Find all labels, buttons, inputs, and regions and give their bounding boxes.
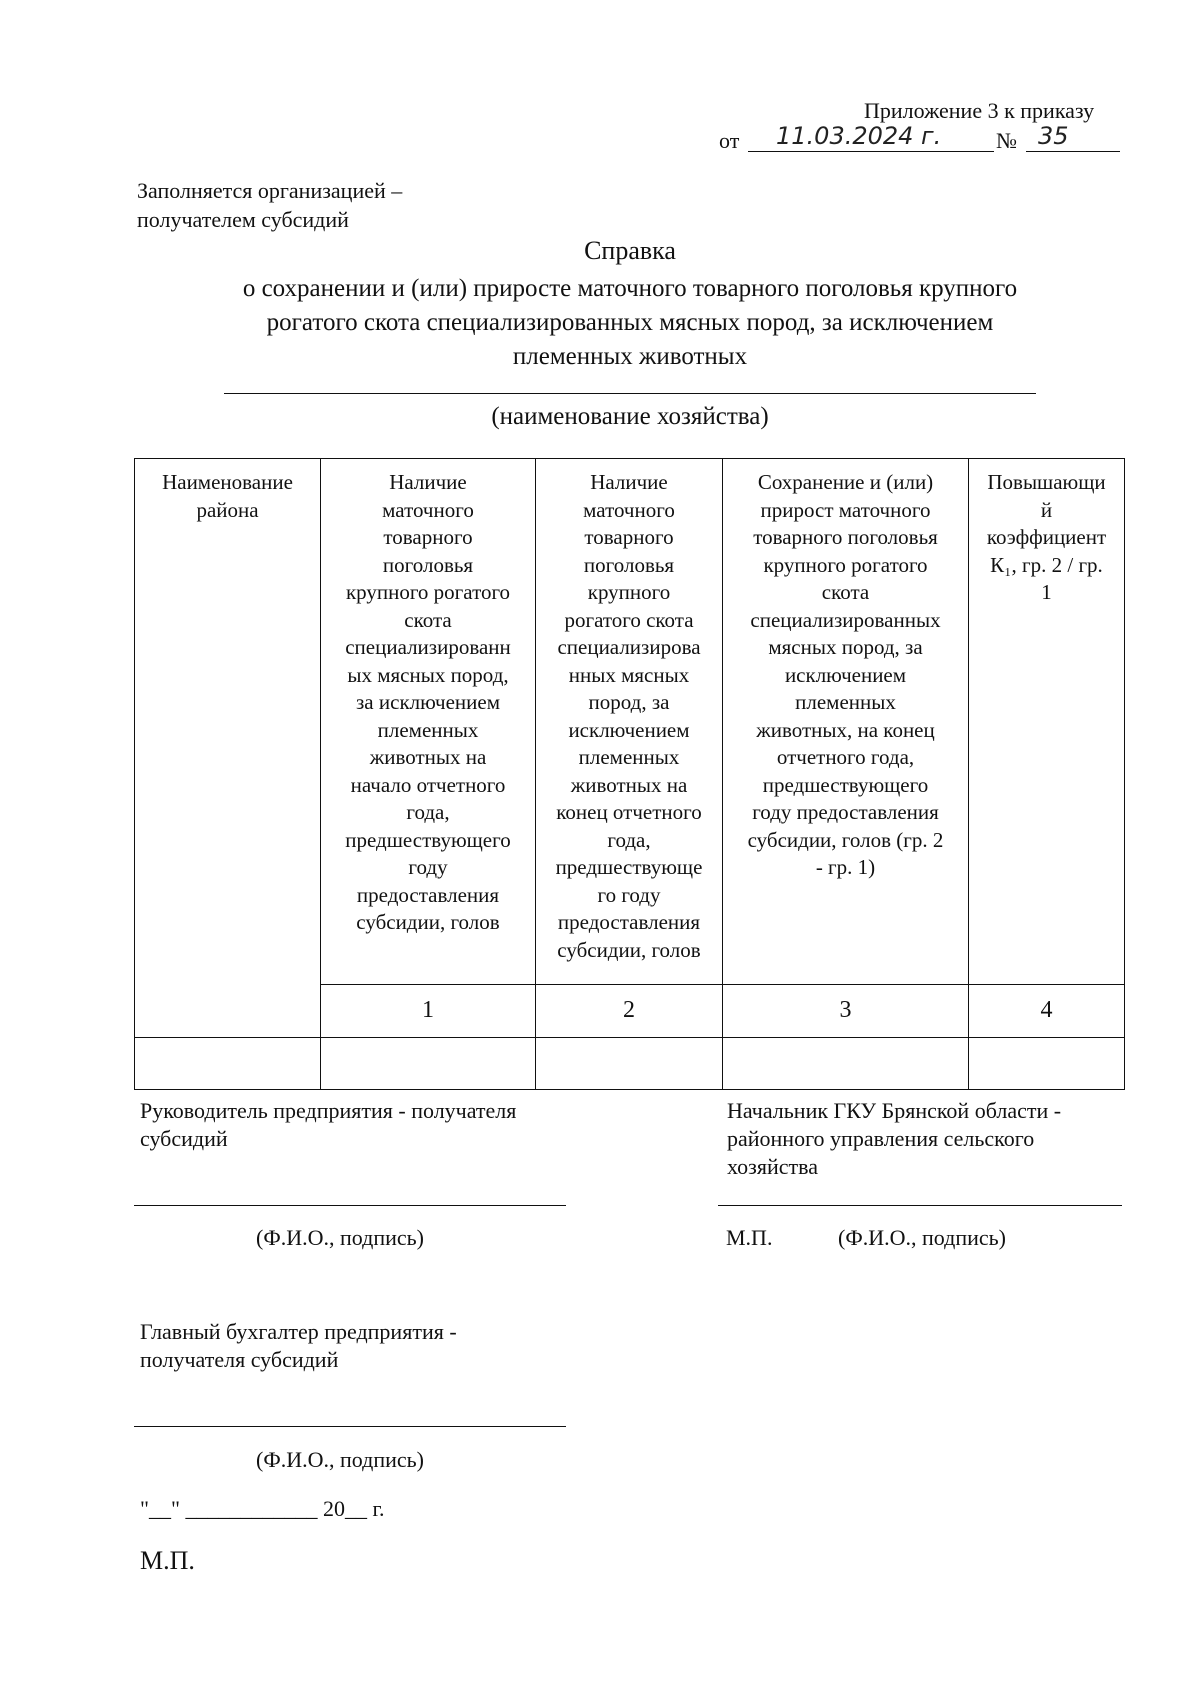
accountant-label-line-2: получателя субсидий <box>140 1347 339 1372</box>
accountant-signature-caption: (Ф.И.О., подпись) <box>256 1447 424 1472</box>
table-header-row <box>135 459 1125 985</box>
accountant-label-line-1: Главный бухгалтер предприятия - <box>140 1319 457 1344</box>
chief-signature-line <box>718 1205 1122 1206</box>
document-subtitle-line-3: племенных животных <box>512 343 748 370</box>
chief-label-line-3: хозяйства <box>727 1154 818 1179</box>
head-signature-line <box>134 1205 566 1206</box>
order-date-field <box>748 124 994 152</box>
appendix-label: Приложение 3 к приказу <box>864 98 1095 123</box>
header-district: Наименование района <box>135 459 321 1038</box>
order-from-prefix: от <box>719 128 740 153</box>
table-cell[interactable] <box>536 1038 723 1090</box>
filled-by-line-2: получателем субсидий <box>137 207 349 232</box>
document-subtitle-line-2: рогатого скота специализированных мясных пород, за исключением <box>266 309 994 336</box>
chief-stamp-label: М.П. <box>726 1225 773 1250</box>
order-number-field <box>1026 124 1120 152</box>
farm-name-line <box>224 393 1036 394</box>
accountant-signature-line <box>134 1426 566 1427</box>
header-col-4: Повышающи й коэффициент К₁, гр. 2 / гр. 1 <box>969 459 1125 985</box>
column-number: 3 <box>723 985 969 1038</box>
document-title: Справка <box>584 236 676 265</box>
header-col-2: Наличие маточного товарного поголовья крупного рогатого скота специализирова нных мясных пород, за исключением племенных животных на конец отчетного года, предшествующе го году предоставления субсидии, голов <box>536 459 723 985</box>
livestock-table <box>134 458 1125 1090</box>
header-col-1: Наличие маточного товарного поголовья крупного рогатого скота специализированн ых мясных пород, за исключением племенных животных на начало отчетного года, предшествующего году предоставления субсидии, голов <box>321 459 536 985</box>
date-line: "__" ____________ 20__ г. <box>140 1496 385 1521</box>
order-number-handwritten: 35 <box>1038 122 1069 150</box>
chief-label-line-2: районного управления сельского <box>727 1126 1035 1151</box>
stamp-label: М.П. <box>140 1546 195 1575</box>
column-number: 4 <box>969 985 1125 1038</box>
column-number: 2 <box>536 985 723 1038</box>
table-cell[interactable] <box>135 1038 321 1090</box>
chief-label-line-1: Начальник ГКУ Брянской области - <box>727 1098 1062 1123</box>
table-cell[interactable] <box>969 1038 1125 1090</box>
chief-signature-caption: (Ф.И.О., подпись) <box>838 1225 1006 1250</box>
farm-name-caption: (наименование хозяйства) <box>491 403 769 430</box>
order-date-handwritten: 11.03.2024 г. <box>776 122 942 150</box>
table-cell[interactable] <box>723 1038 969 1090</box>
header-col-3: Сохранение и (или) прирост маточного товарного поголовья крупного рогатого скота специализированных мясных пород, за исключением племенных животных, на конец отчетного года, предшествующего году предоставления субсидии, голов (гр. 2 - гр. 1) <box>723 459 969 985</box>
head-label-line-2: субсидий <box>140 1126 228 1151</box>
table-row <box>135 1038 1125 1090</box>
document-subtitle-line-1: о сохранении и (или) приросте маточного товарного поголовья крупного <box>242 275 1018 302</box>
filled-by-line-1: Заполняется организацией – <box>137 178 403 203</box>
head-signature-caption: (Ф.И.О., подпись) <box>256 1225 424 1250</box>
column-number: 1 <box>321 985 536 1038</box>
head-label-line-1: Руководитель предприятия - получателя <box>140 1098 517 1123</box>
order-number-prefix: № <box>996 128 1017 153</box>
table-cell[interactable] <box>321 1038 536 1090</box>
